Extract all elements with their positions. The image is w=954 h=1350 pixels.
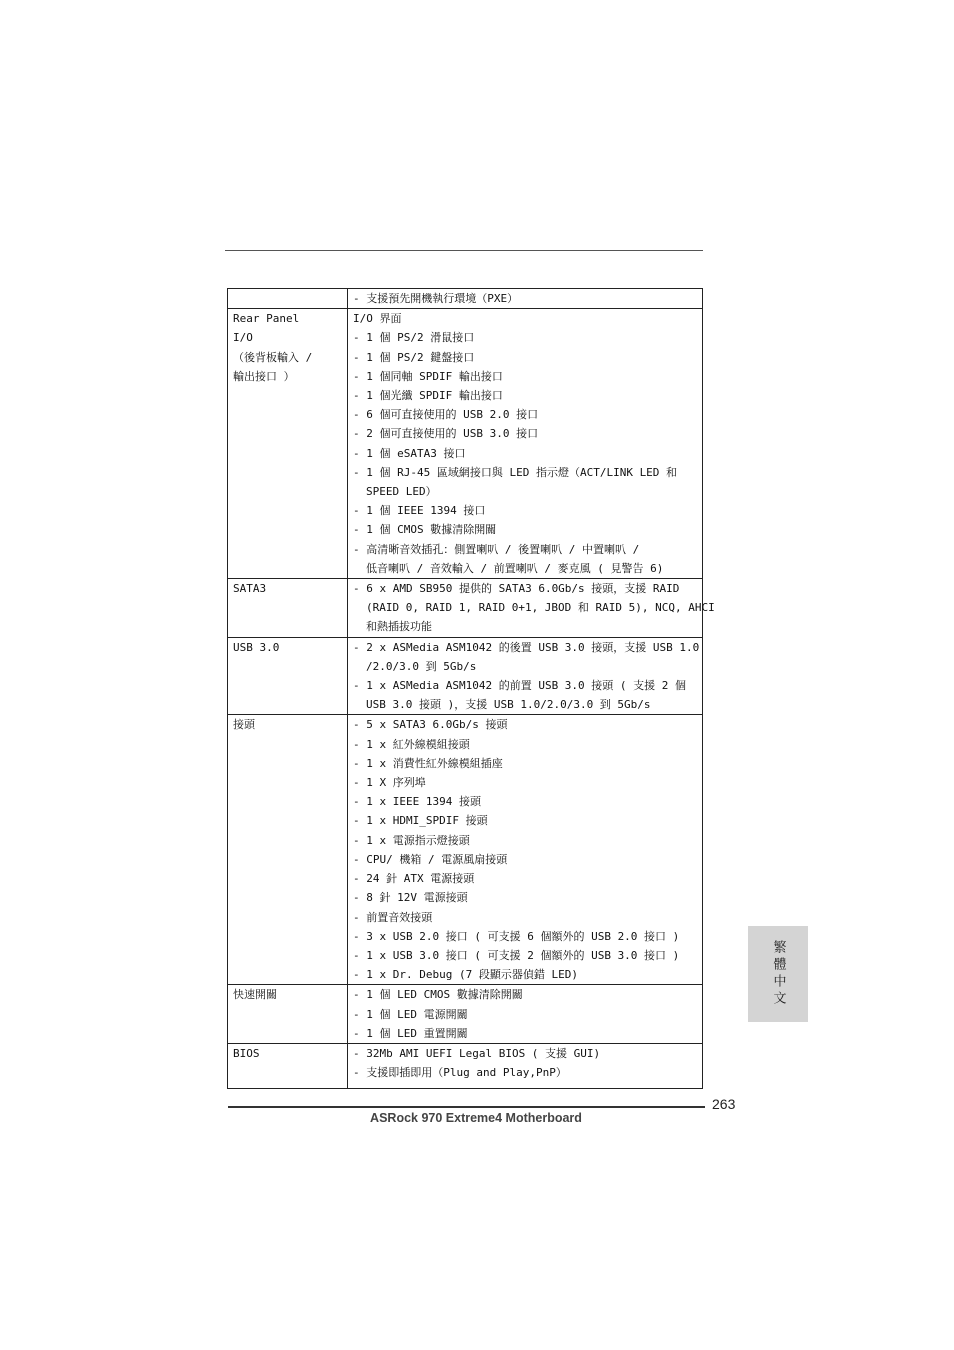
spec-value-line: USB 3.0 接頭 )，支援 USB 1.0/2.0/3.0 到 5Gb/s <box>366 698 651 712</box>
spec-row <box>228 309 703 579</box>
spec-value-line: - 高清晰音效插孔：側置喇叭 / 後置喇叭 / 中置喇叭 / <box>353 542 640 556</box>
language-side-tab[interactable] <box>748 926 808 1022</box>
spec-value-line: - 5 x SATA3 6.0Gb/s 接頭 <box>353 718 508 732</box>
spec-label-line: 快速開關 <box>233 988 277 1002</box>
spec-label-line: USB 3.0 <box>233 640 280 654</box>
spec-value-line: - 1 個 CMOS 數據清除開關 <box>353 523 497 537</box>
top-divider-rule <box>225 250 703 251</box>
spec-row <box>228 637 703 715</box>
spec-value-line: - 1 個 LED 重置開關 <box>353 1026 468 1040</box>
spec-value-line: 低音喇叭 / 音效輸入 / 前置喇叭 / 麥克風 ( 見警告 6) <box>366 561 664 575</box>
spec-value-line: - 1 x ASMedia ASM1042 的前置 USB 3.0 接頭 ( 支援 2 個 <box>353 679 687 693</box>
spec-value-cell <box>348 1043 703 1088</box>
spec-value-cell <box>348 637 703 715</box>
spec-value-cell <box>348 309 703 579</box>
spec-value-line: - 3 x USB 2.0 接口 ( 可支援 6 個額外的 USB 2.0 接口 ) <box>353 929 680 943</box>
spec-label-cell <box>228 289 348 309</box>
spec-value-line: - 32Mb AMI UEFI Legal BIOS ( 支援 GUI) <box>353 1046 601 1060</box>
spec-label-line: Rear Panel <box>233 312 300 326</box>
spec-value-line: - 1 個同軸 SPDIF 輸出接口 <box>353 369 503 383</box>
spec-value-line: - 1 x HDMI_SPDIF 接頭 <box>353 814 488 828</box>
spec-value-line: (RAID 0, RAID 1, RAID 0+1, JBOD 和 RAID 5), NCQ, AHCI <box>366 601 715 615</box>
spec-value-line: - 2 個可直接使用的 USB 3.0 接口 <box>353 427 539 441</box>
spec-value-cell <box>348 985 703 1044</box>
spec-row <box>228 289 703 309</box>
spec-value-cell <box>348 579 715 638</box>
spec-label-line: 接頭 <box>233 718 255 732</box>
spec-value-line: SPEED LED） <box>366 485 437 499</box>
spec-value-line: - 1 x 紅外線模組接頭 <box>353 737 470 751</box>
spec-label-line: SATA3 <box>233 582 267 596</box>
spec-value-line: - 2 x ASMedia ASM1042 的後置 USB 3.0 接頭，支援 USB 1.0 <box>353 640 700 654</box>
spec-row <box>228 579 703 638</box>
spec-value-line: - CPU/ 機箱 / 電源風扇接頭 <box>353 852 508 866</box>
spec-value-line: - 1 個 IEEE 1394 接口 <box>353 504 486 518</box>
spec-value-line: - 支援即插即用（Plug and Play,PnP） <box>353 1066 567 1080</box>
spec-value-line: - 1 X 序列埠 <box>353 776 426 790</box>
spec-value-line: - 支援預先開機執行環境（PXE） <box>353 292 519 305</box>
spec-label-cell <box>228 1043 348 1088</box>
spec-row <box>228 715 703 985</box>
spec-value-line: - 1 x 消費性紅外線模組插座 <box>353 756 503 770</box>
spec-value-line: - 1 x 電源指示燈接頭 <box>353 833 470 847</box>
spec-label-cell <box>228 309 348 579</box>
spec-value-line: - 前置音效接頭 <box>353 910 433 924</box>
footer-title: ASRock 970 Extreme4 Motherboard <box>370 1111 582 1125</box>
spec-label-line: （後背板輸入 / <box>233 350 313 364</box>
spec-label-line: I/O <box>233 331 253 345</box>
spec-value-line: - 1 個 LED 電源開關 <box>353 1007 468 1021</box>
spec-label-line: 輸出接口 ） <box>233 369 295 383</box>
language-side-tab-label: 繁體中文 <box>770 940 786 1008</box>
spec-value-cell <box>348 715 703 985</box>
spec-value-line: - 1 個 PS/2 滑鼠接口 <box>353 331 475 345</box>
spec-label-cell <box>228 637 348 715</box>
spec-value-line: - 1 個 RJ-45 區域網接口與 LED 指示燈（ACT/LINK LED 和 <box>353 465 678 479</box>
spec-value-line: - 6 個可直接使用的 USB 2.0 接口 <box>353 408 539 422</box>
page-number: 263 <box>712 1096 736 1112</box>
spec-value-line: - 1 x Dr. Debug (7 段顯示器偵錯 LED) <box>353 968 578 982</box>
bottom-divider-rule <box>228 1106 705 1108</box>
spec-label-line: BIOS <box>233 1046 260 1060</box>
spec-value-line: 和熱插拔功能 <box>366 620 432 634</box>
spec-value-cell <box>348 289 703 309</box>
specification-table <box>227 288 715 1089</box>
spec-value-line: - 1 個 eSATA3 接口 <box>353 446 466 460</box>
spec-value-line: - 1 個 LED CMOS 數據清除開關 <box>353 988 523 1002</box>
spec-value-line: /2.0/3.0 到 5Gb/s <box>366 659 477 673</box>
spec-value-line: - 24 針 ATX 電源接頭 <box>353 872 475 886</box>
spec-value-line: - 1 x IEEE 1394 接頭 <box>353 795 481 809</box>
spec-label-cell <box>228 715 348 985</box>
spec-value-line: - 1 個光纖 SPDIF 輸出接口 <box>353 389 503 403</box>
spec-row <box>228 985 703 1044</box>
spec-row <box>228 1043 703 1088</box>
spec-value-line: - 6 x AMD SB950 提供的 SATA3 6.0Gb/s 接頭，支援 RAID <box>353 582 680 596</box>
specification-table-body <box>228 289 715 1089</box>
spec-value-line: I/O 界面 <box>353 312 402 326</box>
spec-value-line: - 1 x USB 3.0 接口 ( 可支援 2 個額外的 USB 3.0 接口 ) <box>353 948 680 962</box>
spec-label-cell <box>228 985 348 1044</box>
spec-label-cell <box>228 579 348 638</box>
spec-value-line: - 1 個 PS/2 鍵盤接口 <box>353 350 475 364</box>
spec-value-line: - 8 針 12V 電源接頭 <box>353 891 468 905</box>
